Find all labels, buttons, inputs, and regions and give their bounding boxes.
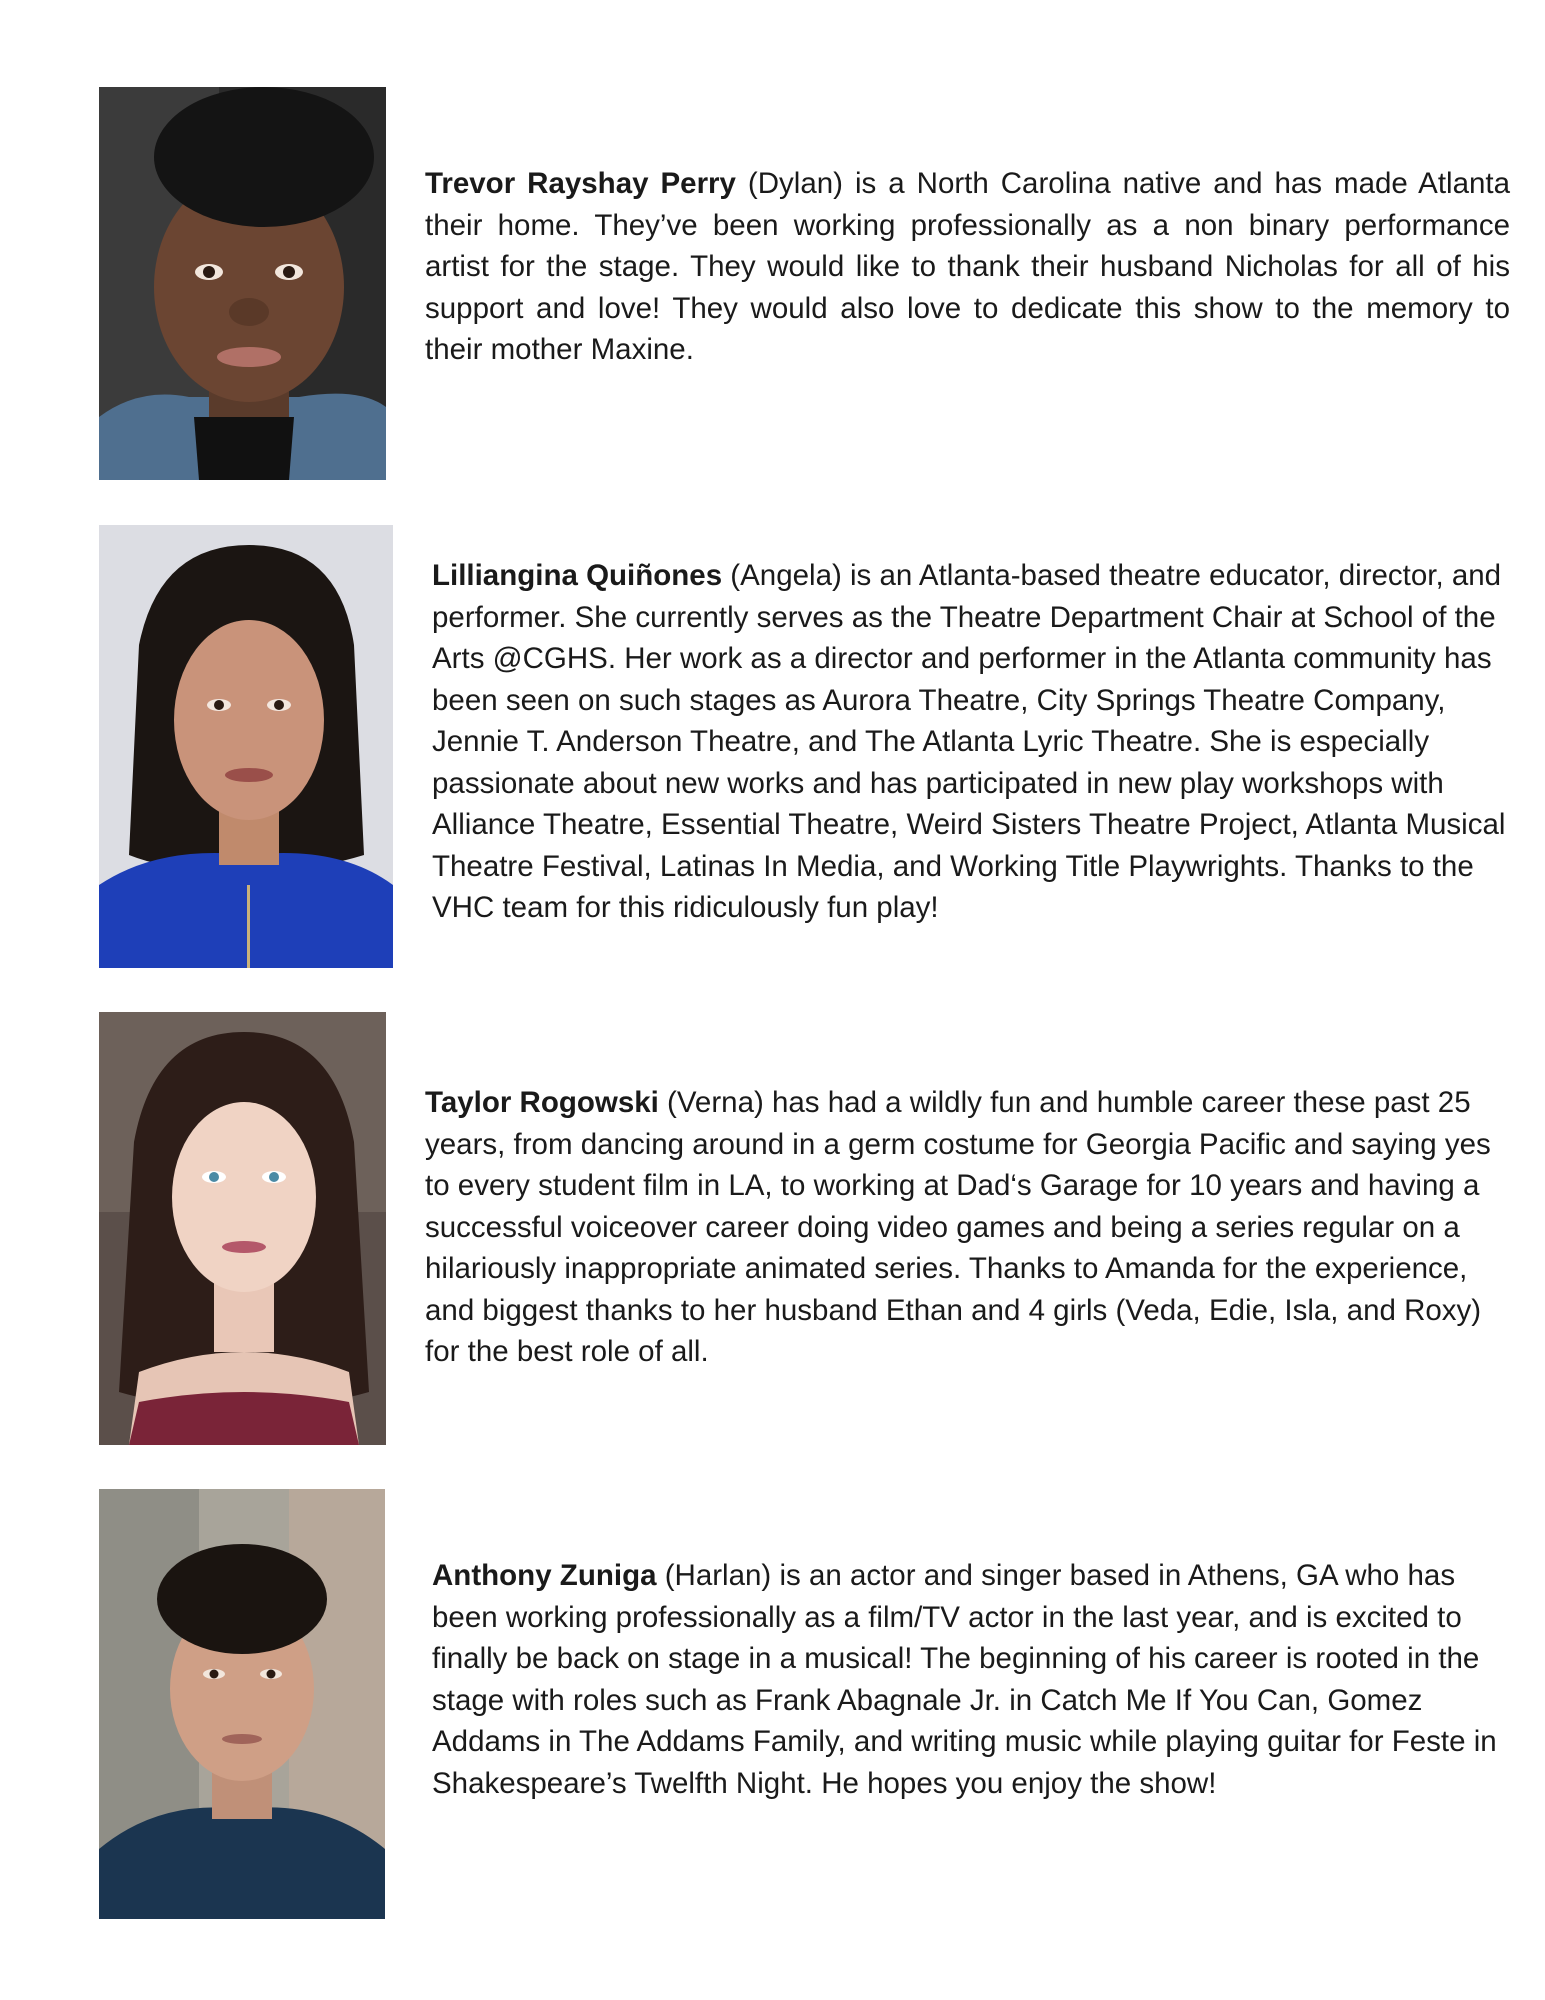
bio-body: (Verna) has had a wildly fun and humble career these past 25 years, from dancing around in a germ costume for Georgia Pacific and saying yes to every student film in LA, to working at Dad‘s Garage for 10 years and having a successful voiceover career doing video games and being a series regular on a hilariously inappropriate animated series. Thanks to Amanda for the experience, and biggest thanks to her husband Ethan and 4 girls (Veda, Edie, Isla, and Roxy) for the best role of all. xyxy=(425,1086,1491,1368)
bio-text xyxy=(432,1555,1512,1804)
bio-body: (Dylan) is a North Carolina native and has made Atlanta their home. They’ve been working professionally as a non binary performance artist for the stage. They would like to thank their husband Nicholas for all of his support and love! They would also love to dedicate this show to the memory to their mother Maxine. xyxy=(425,167,1510,366)
bio-text xyxy=(425,1082,1510,1373)
actor-name: Lilliangina Quiñones xyxy=(432,559,723,592)
actor-name: Anthony Zuniga xyxy=(432,1559,657,1592)
bio-body: (Harlan) is an actor and singer based in Athens, GA who has been working professionally as a film/TV actor in the last year, and is excited to finally be back on stage in a musical! The beginning of his career is rooted in the stage with roles such as Frank Abagnale Jr. in Catch Me If You Can, Gomez Addams in The Addams Family, and writing music while playing guitar for Feste in Shakespeare’s Twelfth Night. He hopes you enjoy the show! xyxy=(432,1559,1497,1800)
headshot-anthony-zuniga xyxy=(99,1489,385,1919)
bio-text xyxy=(432,555,1512,929)
bio-text xyxy=(425,163,1510,371)
headshot-taylor-rogowski xyxy=(99,1012,386,1445)
headshot-trevor-rayshay-perry xyxy=(99,87,386,480)
actor-name: Taylor Rogowski xyxy=(425,1086,659,1119)
bio-body: (Angela) is an Atlanta-based theatre educator, director, and performer. She currently serves as the Theatre Department Chair at School of the Arts @CGHS. Her work as a director and performer in the Atlanta community has been seen on such stages as Aurora Theatre, City Springs Theatre Company, Jennie T. Anderson Theatre, and The Atlanta Lyric Theatre. She is especially passionate about new works and has participated in new play workshops with Alliance Theatre, Essential Theatre, Weird Sisters Theatre Project, Atlanta Musical Theatre Festival, Latinas In Media, and Working Title Playwrights. Thanks to the VHC team for this ridiculously fun play! xyxy=(432,559,1506,924)
actor-name: Trevor Rayshay Perry xyxy=(425,167,736,200)
headshot-lilliangina-quinones xyxy=(99,525,393,968)
